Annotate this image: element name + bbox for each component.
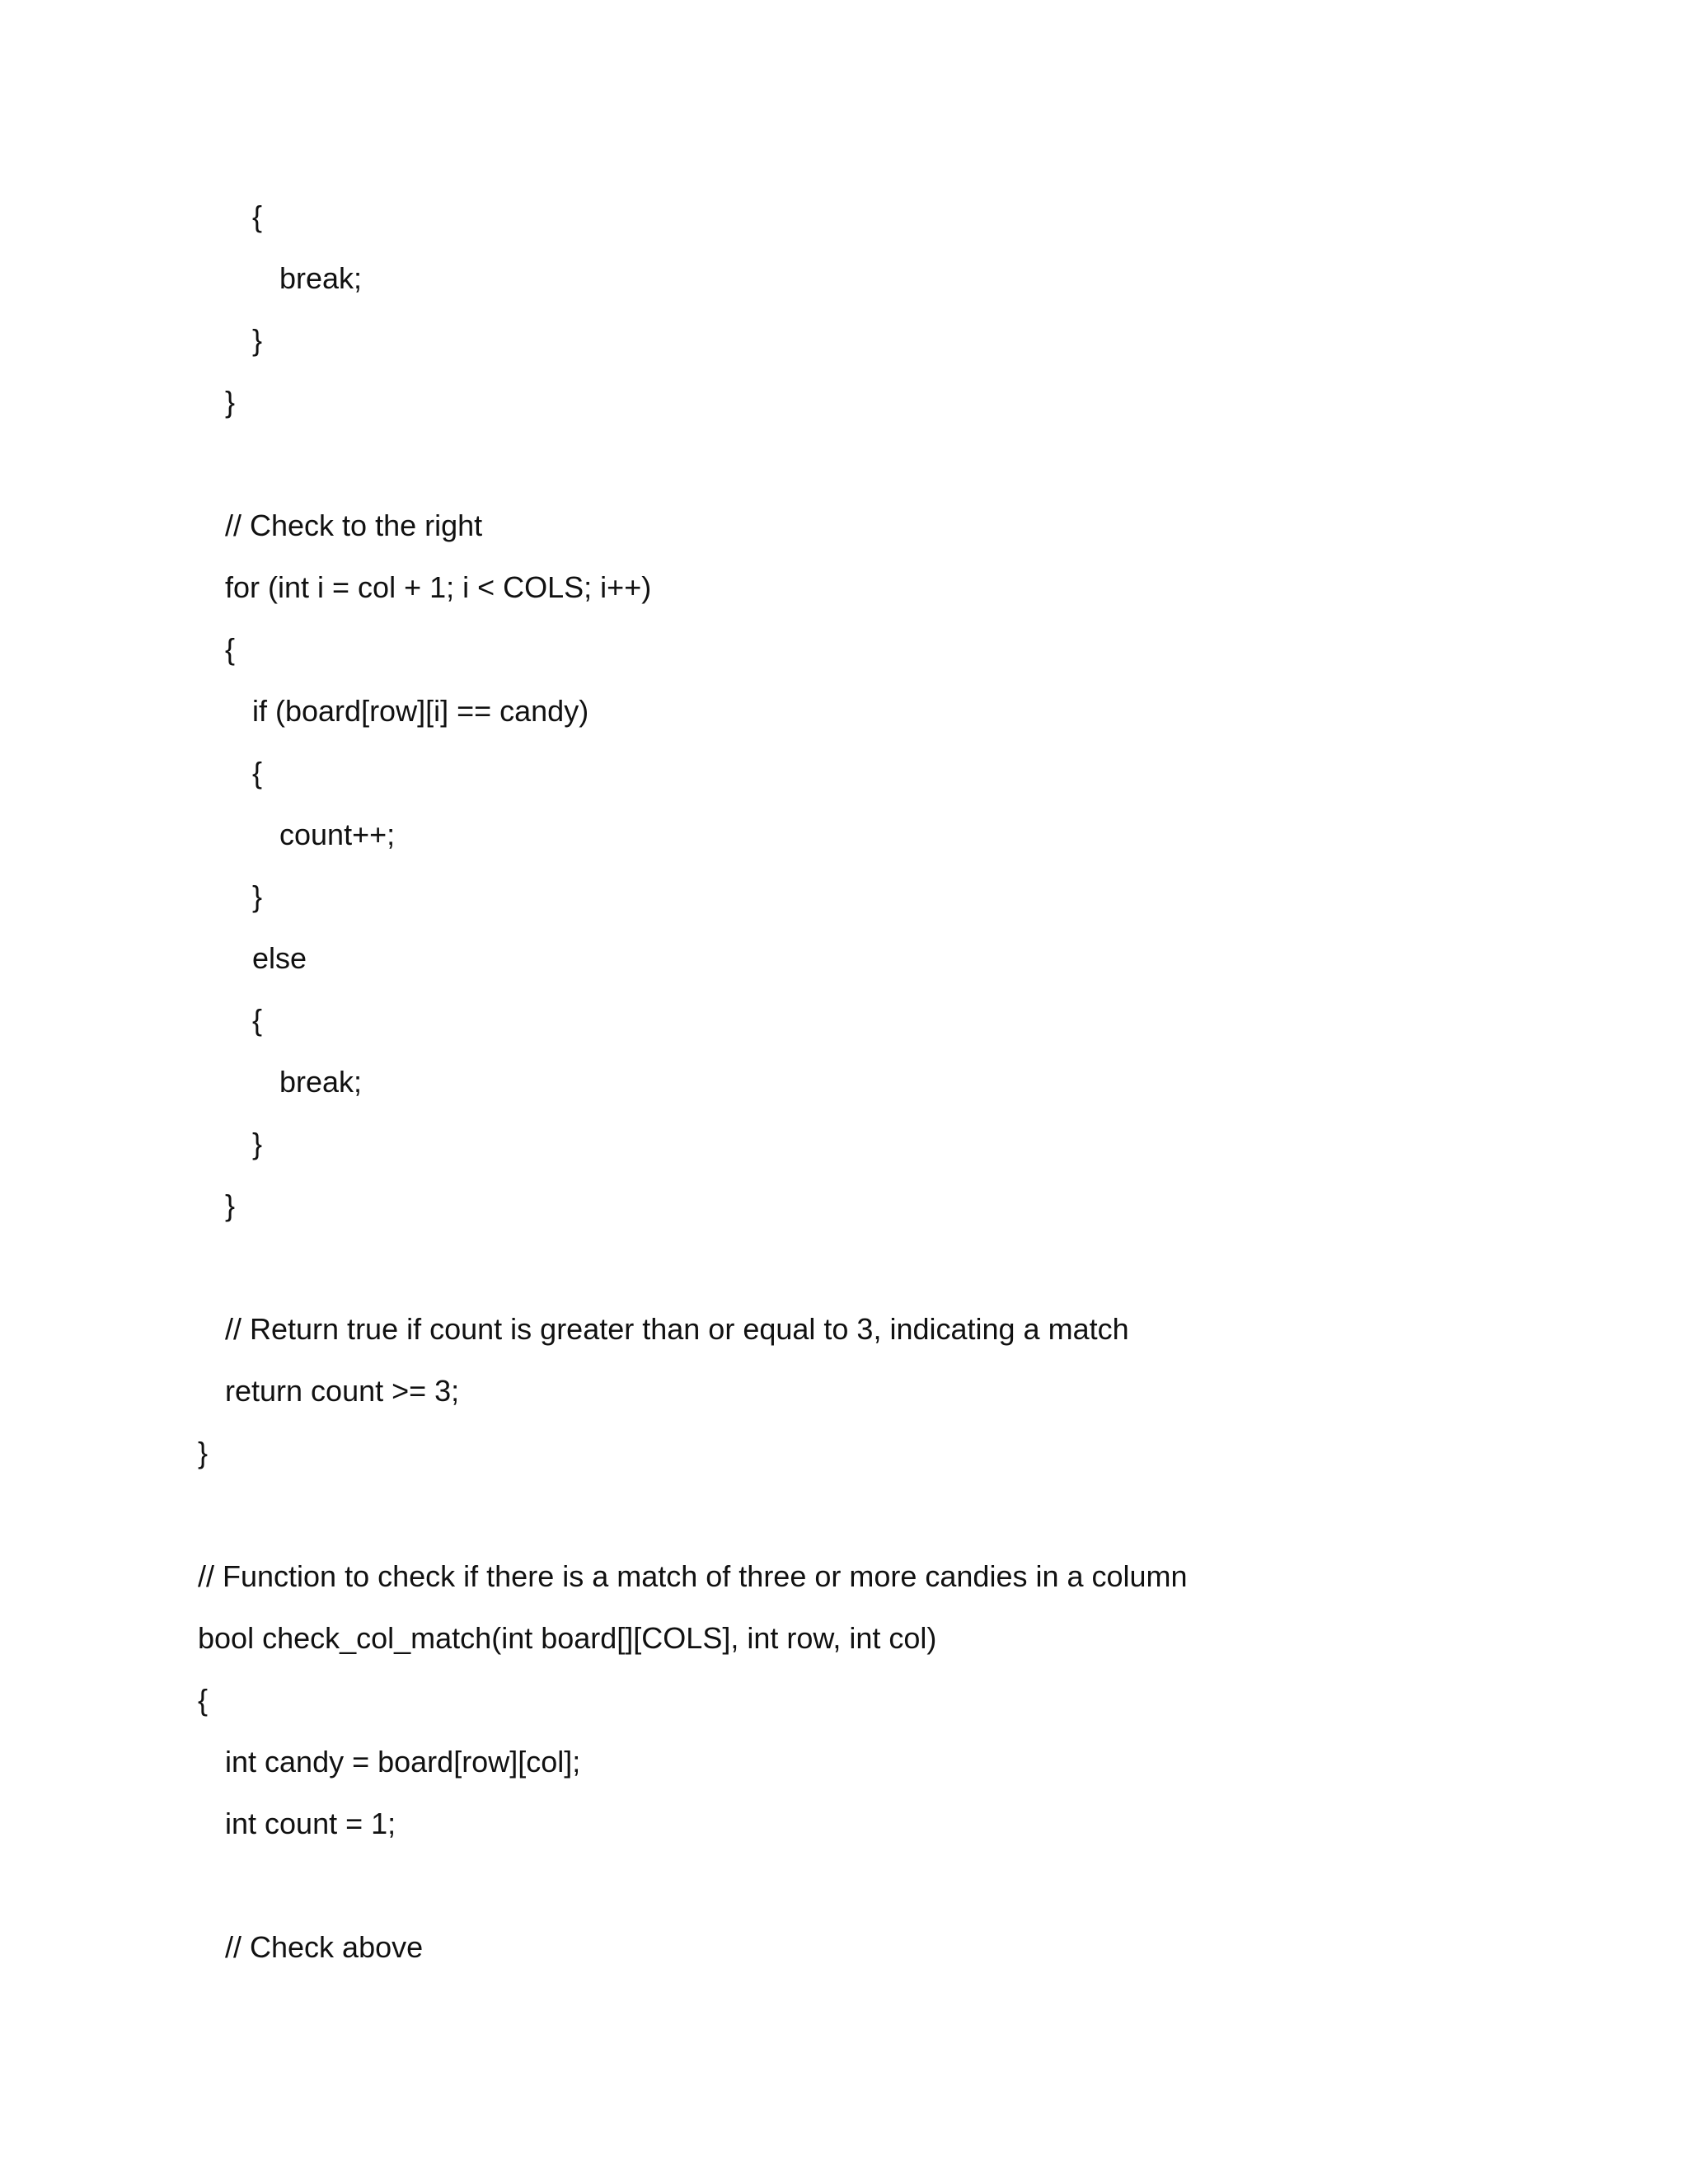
code-line-13: else (252, 941, 307, 975)
code-line-1: { (252, 199, 263, 233)
code-line-16: } (252, 1127, 263, 1160)
code-line-23: // Function to check if there is a match of three or more candies in a column (198, 1559, 1188, 1593)
code-line-15: break; (279, 1065, 363, 1099)
code-line-14: { (252, 1003, 263, 1037)
code-line-27: int count = 1; (225, 1807, 396, 1840)
code-line-17: } (225, 1188, 236, 1222)
code-line-21: } (198, 1436, 209, 1469)
code-line-2: break; (279, 261, 363, 295)
code-line-7: for (int i = col + 1; i < COLS; i++) (225, 570, 652, 604)
code-line-26: int candy = board[row][col]; (225, 1745, 581, 1779)
code-line-11: count++; (279, 818, 396, 851)
code-line-6: // Check to the right (225, 509, 483, 542)
code-line-19: // Return true if count is greater than or equal to 3, indicating a match (225, 1312, 1129, 1346)
code-line-8: { (225, 632, 236, 666)
code-line-4: } (225, 385, 236, 419)
code-line-20: return count >= 3; (225, 1374, 460, 1408)
code-line-3: } (252, 323, 263, 357)
code-line-29: // Check above (225, 1930, 424, 1964)
code-line-24: bool check_col_match(int board[][COLS], int row, int col) (198, 1621, 937, 1655)
code-line-12: } (252, 879, 263, 913)
code-line-25: { (198, 1683, 209, 1717)
code-line-9: if (board[row][i] == candy) (252, 694, 589, 728)
code-line-10: { (252, 756, 263, 790)
